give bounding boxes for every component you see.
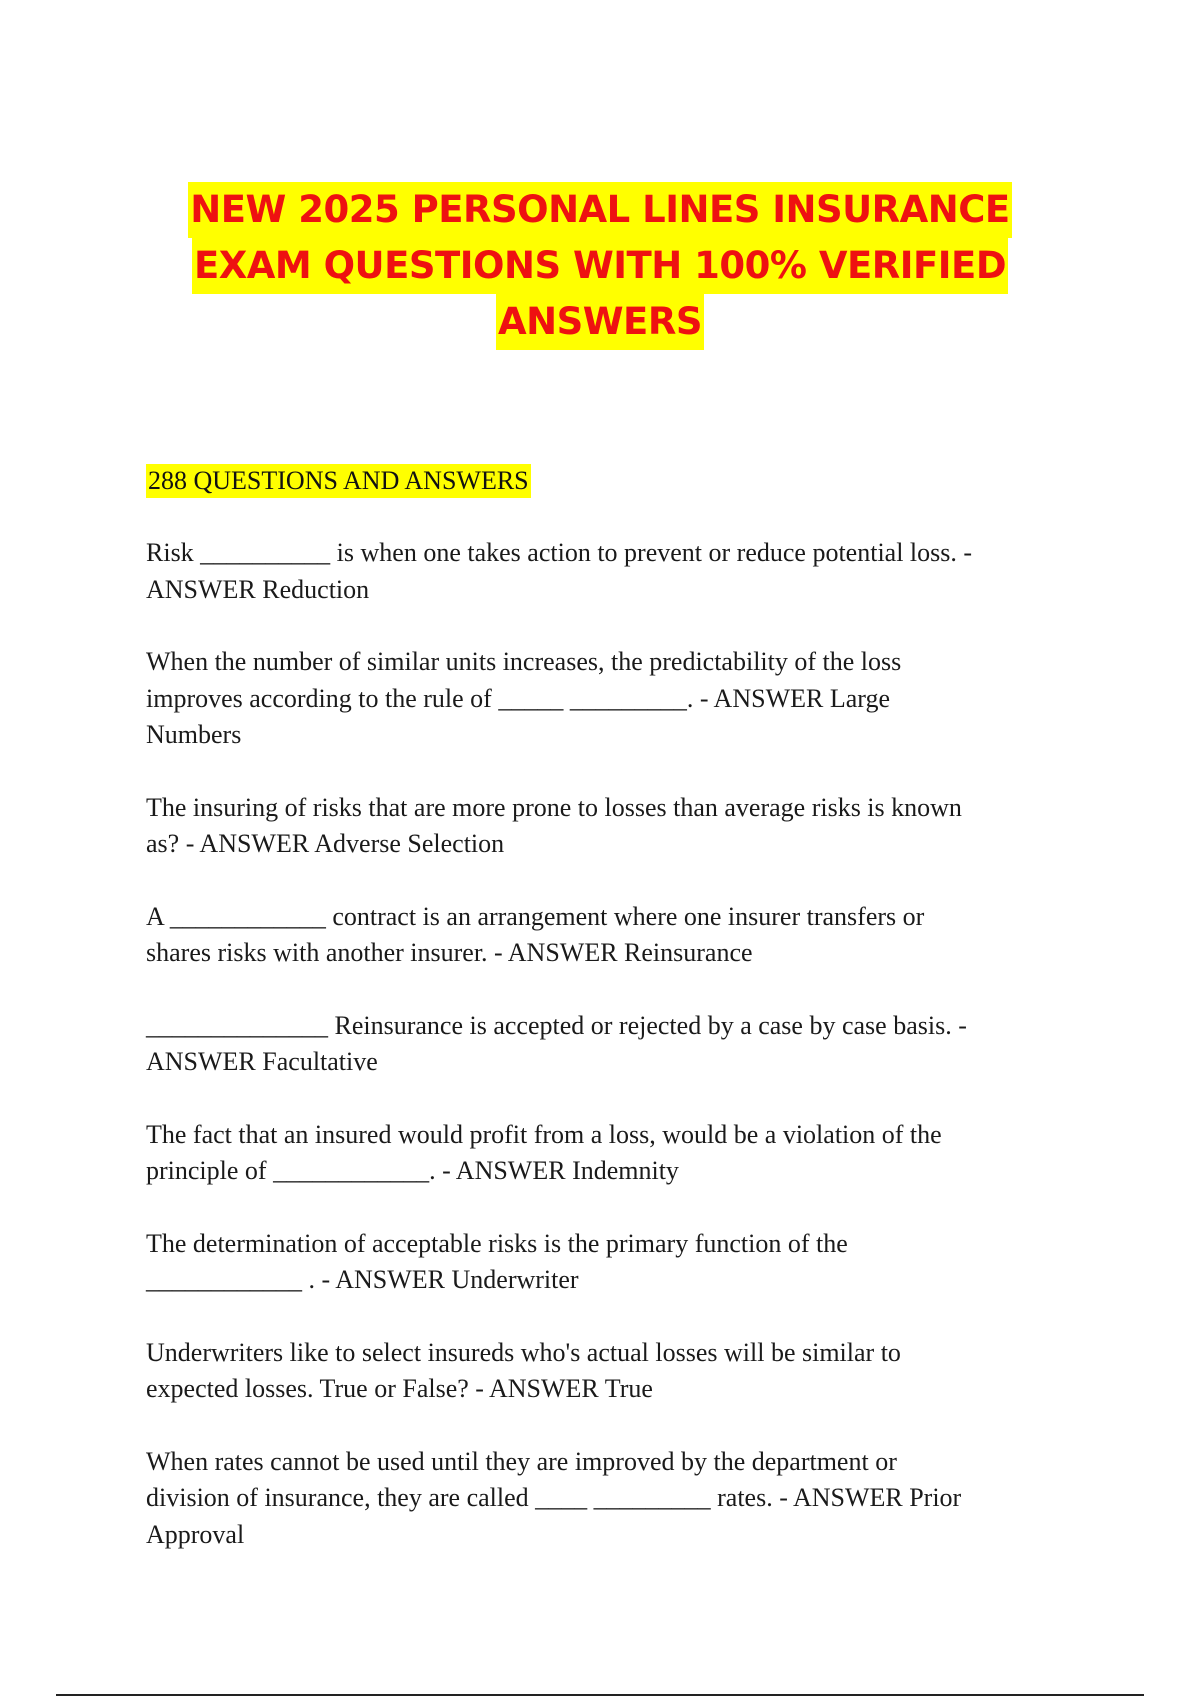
- qa-line: Underwriters like to select insureds who's actual losses will be similar to: [146, 1337, 901, 1367]
- qa-line: The insuring of risks that are more prone to losses than average risks is known: [146, 792, 962, 822]
- qa-line: principle of ____________. - ANSWER Indemnity: [146, 1156, 679, 1185]
- title-line-2: EXAM QUESTIONS WITH 100% VERIFIED: [192, 238, 1008, 294]
- qa-item-9: [146, 1444, 1046, 1554]
- qa-line: ANSWER Facultative: [146, 1047, 378, 1076]
- qa-line: Numbers: [146, 720, 242, 749]
- qa-item-6: [146, 1117, 1046, 1190]
- qa-line: division of insurance, they are called ____ _________ rates. - ANSWER Prior: [146, 1483, 962, 1512]
- question-count-label: 288 QUESTIONS AND ANSWERS: [146, 464, 531, 498]
- qa-line: A ____________ contract is an arrangement where one insurer transfers or: [146, 901, 925, 931]
- qa-item-4: [146, 899, 1046, 972]
- qa-item-1: [146, 535, 1046, 608]
- title-line-1: NEW 2025 PERSONAL LINES INSURANCE: [188, 182, 1011, 238]
- qa-line: ANSWER Reduction: [146, 574, 370, 604]
- qa-item-7: [146, 1226, 1046, 1299]
- qa-line: ______________ Reinsurance is accepted or rejected by a case by case basis. -: [146, 1010, 967, 1040]
- qa-line: shares risks with another insurer. - ANSWER Reinsurance: [146, 938, 753, 967]
- qa-item-8: [146, 1335, 1046, 1408]
- document-title: [140, 182, 1060, 350]
- qa-line: Risk __________ is when one takes action to prevent or reduce potential loss. -: [146, 538, 973, 567]
- qa-line: The determination of acceptable risks is the primary function of the: [146, 1228, 848, 1258]
- qa-line: The fact that an insured would profit from a loss, would be a violation of the: [146, 1119, 942, 1149]
- qa-item-5: [146, 1008, 1046, 1081]
- qa-line: When rates cannot be used until they are improved by the department or: [146, 1446, 897, 1476]
- footer-divider: [56, 1694, 1144, 1696]
- title-line-3: ANSWERS: [496, 294, 704, 350]
- qa-line: expected losses. True or False? - ANSWER True: [146, 1374, 653, 1403]
- qa-line: improves according to the rule of _____ _________. - ANSWER Large: [146, 683, 890, 713]
- question-answer-list: [146, 535, 1046, 1589]
- qa-line: When the number of similar units increases, the predictability of the loss: [146, 647, 902, 676]
- qa-item-2: [146, 644, 1046, 754]
- qa-line: Approval: [146, 1519, 245, 1549]
- qa-line: ____________ . - ANSWER Underwriter: [146, 1265, 579, 1294]
- qa-line: as? - ANSWER Adverse Selection: [146, 829, 505, 858]
- qa-item-3: [146, 790, 1046, 863]
